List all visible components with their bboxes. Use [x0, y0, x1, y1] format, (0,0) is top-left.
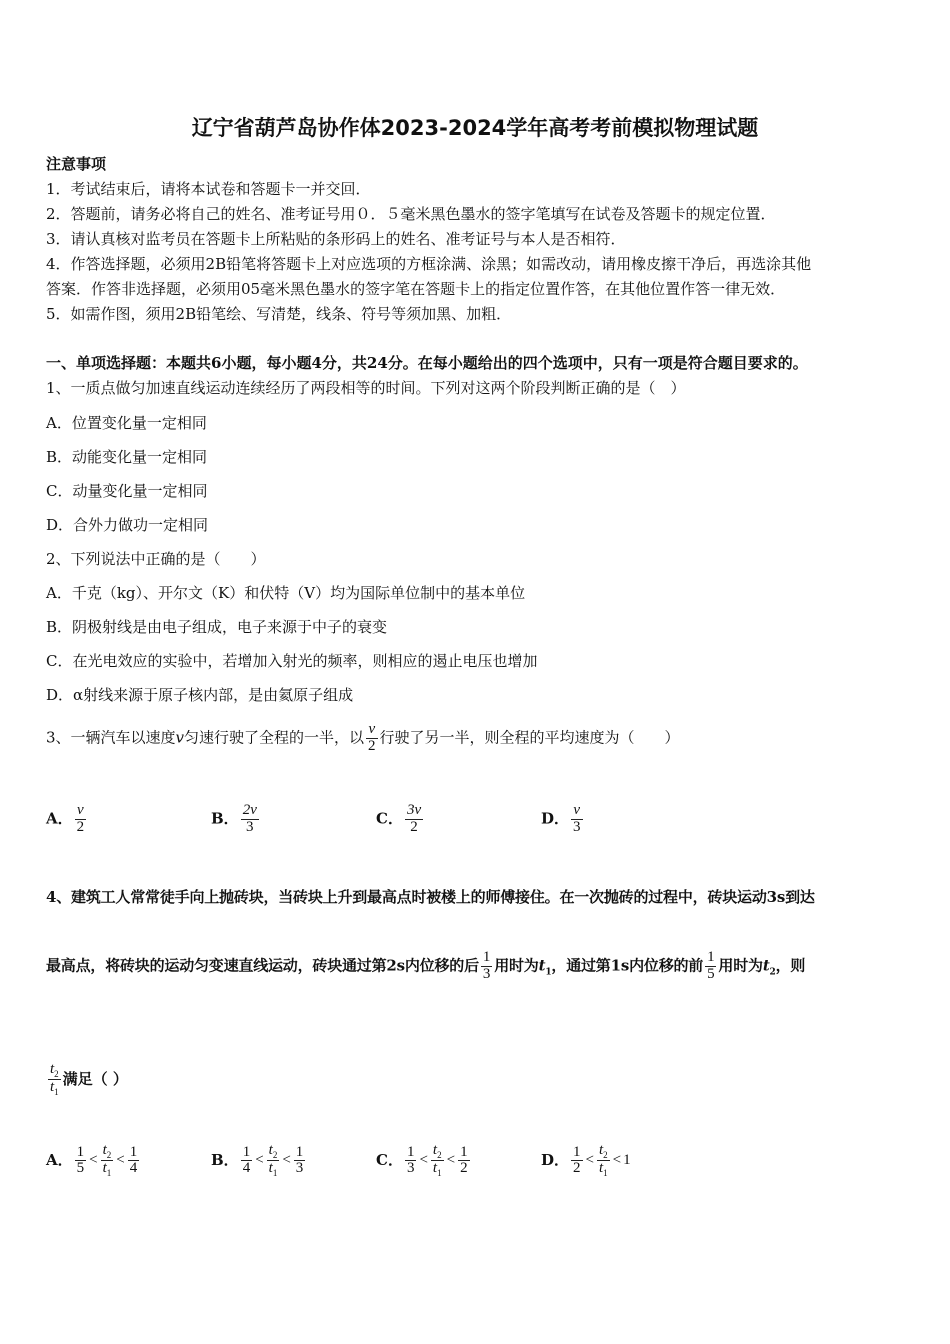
question-2-option-d: D．α射线来源于原子核内部，是由氦原子组成 [46, 686, 354, 704]
ratio-fraction: $\frac{t_2}{t_1}$ [598, 1142, 608, 1179]
fraction: $\frac{2v}{3}$ [242, 802, 257, 835]
fraction: $\frac{v}{3}$ [573, 802, 581, 835]
notice-item: 答案．作答非选择题，必须用05毫米黑色墨水的签字笔在答题卡上的指定位置作答，在其他位置作答一律无效． [46, 280, 786, 298]
notice-heading: 注意事项 [46, 155, 107, 173]
fraction: $\frac{1}{5}$ [707, 949, 715, 982]
fraction: $\frac{1}{4}$ [242, 1143, 251, 1177]
velocity-symbol: v [175, 728, 185, 747]
question-2-option-b: B．阴极射线是由电子组成，电子来源于中子的衰变 [46, 618, 388, 636]
question-4-option-b: B． $\frac{1}{4}$ < $\frac{t_2}{t_1}$ < $\frac{1}{3}$ [211, 1142, 304, 1179]
section-heading: 一、单项选择题：本题共6小题，每小题4分，共24分。在每小题给出的四个选项中，只有一项是符合题目要求的。 [46, 354, 808, 372]
question-2-option-c: C．在光电效应的实验中，若增加入射光的频率，则相应的遏止电压也增加 [46, 652, 538, 670]
ratio-fraction: $\frac{t_2}{t_1}$ [268, 1142, 278, 1179]
question-3-stem: 3、一辆汽车以速度v匀速行驶了全程的一半，以 $\frac{v}{2}$ 行驶了另一半，则全程的平均速度为（ ） [46, 721, 680, 754]
fraction: $\frac{1}{3}$ [482, 949, 491, 982]
question-4-option-a: A． $\frac{1}{5}$ < $\frac{t_2}{t_1}$ < $\frac{1}{4}$ [46, 1142, 138, 1179]
question-4-option-c: C． $\frac{1}{3}$ < $\frac{t_2}{t_1}$ < $\frac{1}{2}$ [376, 1142, 468, 1179]
fraction: $\frac{1}{4}$ [129, 1143, 138, 1177]
notice-item: 2．答题前，请务必将自己的姓名、准考证号用０．５毫米黑色墨水的签字笔填写在试卷及答题卡的规定位置． [46, 205, 776, 223]
ratio-fraction: $\frac{t_2}{t_1}$ [50, 1061, 59, 1098]
fraction: $\frac{1}{3}$ [295, 1143, 304, 1177]
notice-item: 3．请认真核对监考员在答题卡上所粘贴的条形码上的姓名、准考证号与本人是否相符． [46, 230, 626, 248]
question-3-option-d: D． $\frac{v}{3}$ [541, 802, 581, 835]
ratio-fraction: $\frac{t_2}{t_1}$ [432, 1142, 442, 1179]
question-1-option-a: A．位置变化量一定相同 [46, 414, 207, 432]
question-4-line-3: $\frac{t_2}{t_1}$ 满足（ ） [50, 1061, 128, 1098]
fraction: $\frac{1}{3}$ [406, 1143, 415, 1177]
question-4-option-d: D． $\frac{1}{2}$ < $\frac{t_2}{t_1}$ < 1 [541, 1142, 631, 1179]
notice-item: 1．考试结束后，请将本试卷和答题卡一并交回． [46, 180, 371, 198]
fraction: $\frac{v}{2}$ [76, 802, 85, 835]
fraction: $\frac{1}{5}$ [76, 1143, 85, 1177]
fraction: $\frac{v}{2}$ [368, 721, 376, 754]
question-1-option-b: B．动能变化量一定相同 [46, 448, 208, 466]
question-3-option-c: C． $\frac{3v}{2}$ [376, 802, 422, 835]
question-3-option-b: B． $\frac{2v}{3}$ [211, 802, 257, 835]
question-3-option-a: A． $\frac{v}{2}$ [46, 802, 85, 835]
question-4-line-1: 4、建筑工人常常徒手向上抛砖块，当砖块上升到最高点时被楼上的师傅接住。在一次抛砖的过程中，砖块运动3s到达 [46, 888, 815, 906]
fraction: $\frac{1}{2}$ [460, 1143, 468, 1177]
question-1-option-d: D．合外力做功一定相同 [46, 516, 209, 534]
ratio-fraction: $\frac{t_2}{t_1}$ [102, 1142, 112, 1179]
question-4-line-2: 最高点，将砖块的运动匀变速直线运动，砖块通过第2s内位移的后 $\frac{1}{3}$ 用时为$t_1$，通过第1s内位移的前 $\frac{1}{5}$ 用时为$t_2$，则 [46, 949, 806, 982]
notice-item: 4．作答选择题，必须用2B铅笔将答题卡上对应选项的方框涂满、涂黑；如需改动，请用橡皮擦干净后，再选涂其他 [46, 255, 812, 273]
notice-item: 5．如需作图，须用2B铅笔绘、写清楚，线条、符号等须加黑、加粗． [46, 305, 512, 323]
question-2-stem: 2、下列说法中正确的是（ ） [46, 550, 266, 568]
page-title: 辽宁省葫芦岛协作体2023-2024学年高考考前模拟物理试题 [191, 116, 759, 140]
fraction: $\frac{3v}{2}$ [406, 802, 422, 835]
question-1-stem: 1、一质点做匀加速直线运动连续经历了两段相等的时间。下列对这两个阶段判断正确的是（ ） [46, 379, 686, 397]
fraction: $\frac{1}{2}$ [573, 1143, 581, 1177]
question-2-option-a: A．千克（kg）、开尔文（K）和伏特（V）均为国际单位制中的基本单位 [46, 584, 526, 602]
question-1-option-c: C．动量变化量一定相同 [46, 482, 208, 500]
